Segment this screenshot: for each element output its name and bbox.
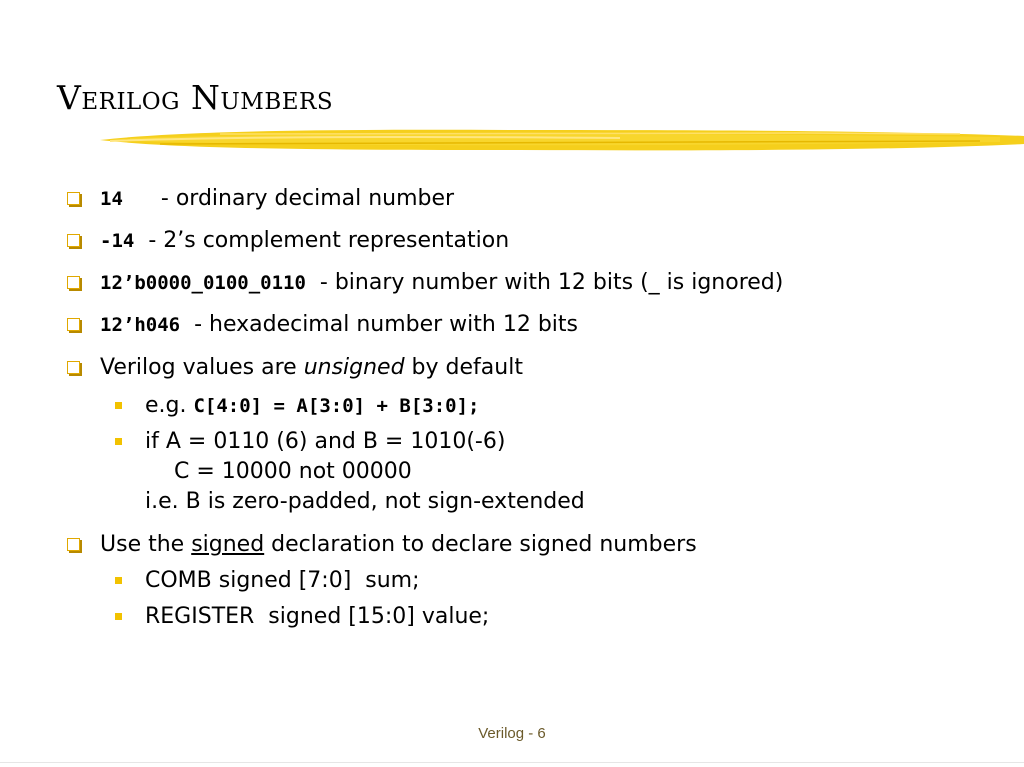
list-item bbox=[100, 310, 578, 340]
list-item bbox=[100, 184, 454, 214]
sub-list-item bbox=[145, 602, 489, 632]
square-bullet-icon bbox=[115, 613, 122, 620]
sub-list-item bbox=[145, 566, 420, 596]
item-text: - ordinary decimal number bbox=[160, 186, 455, 211]
slide-footer: Verilog - 6 bbox=[478, 725, 546, 742]
square-bullet-icon bbox=[115, 577, 122, 584]
code-literal: -14 bbox=[100, 230, 135, 252]
emphasis-text: unsigned bbox=[303, 355, 405, 380]
item-text: declaration to declare signed numbers bbox=[264, 532, 697, 557]
item-text: e.g. bbox=[145, 393, 194, 418]
item-text: Use the bbox=[100, 532, 192, 557]
item-text: if A = 0110 (6) and B = 1010(-6) bbox=[145, 429, 506, 454]
continuation-line: C = 10000 not 00000 bbox=[174, 459, 412, 484]
slide-title: Verilog Numbers bbox=[57, 78, 334, 117]
code-literal: 12’b0000_0100_0110 bbox=[100, 272, 306, 294]
square-bullet-icon bbox=[115, 402, 122, 409]
list-item bbox=[100, 353, 523, 383]
item-text: - hexadecimal number with 12 bits bbox=[194, 312, 579, 337]
hollow-box-bullet-icon bbox=[67, 361, 80, 374]
code-literal: 12’h046 bbox=[100, 314, 181, 336]
underlined-text: signed bbox=[191, 532, 265, 557]
hollow-box-bullet-icon bbox=[67, 192, 80, 205]
item-text: by default bbox=[404, 355, 523, 380]
hollow-box-bullet-icon bbox=[67, 234, 80, 247]
hollow-box-bullet-icon bbox=[67, 318, 80, 331]
code-literal: 14 bbox=[100, 188, 123, 210]
item-text: - 2’s complement representation bbox=[148, 228, 510, 253]
sub-list-item bbox=[145, 427, 505, 457]
square-bullet-icon bbox=[115, 438, 122, 445]
code-literal: C[4:0] = A[3:0] + B[3:0]; bbox=[193, 395, 480, 417]
list-item bbox=[100, 268, 783, 298]
list-item bbox=[100, 530, 697, 560]
item-text: REGISTER signed [15:0] value; bbox=[145, 604, 490, 629]
bottom-divider bbox=[0, 762, 1024, 763]
sub-list-item bbox=[145, 391, 479, 421]
hollow-box-bullet-icon bbox=[67, 538, 80, 551]
hollow-box-bullet-icon bbox=[67, 276, 80, 289]
continuation-line: i.e. B is zero-padded, not sign-extended bbox=[145, 489, 585, 514]
list-item bbox=[100, 226, 509, 256]
item-text: - binary number with 12 bits (_ is ignored) bbox=[319, 270, 784, 295]
item-text: COMB signed [7:0] sum; bbox=[145, 568, 420, 593]
item-text: Verilog values are bbox=[100, 355, 304, 380]
